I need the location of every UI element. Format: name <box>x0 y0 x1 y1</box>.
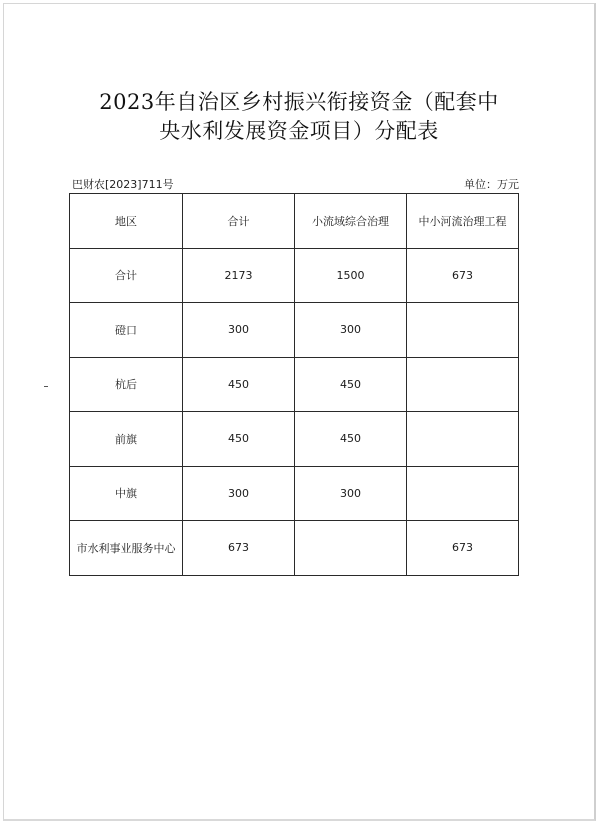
table-row <box>70 248 519 303</box>
cell-river-project <box>407 412 519 467</box>
cell-river-project <box>407 303 519 358</box>
cell-small-watershed: 450 <box>295 412 407 467</box>
document-title <box>4 88 594 146</box>
header-total: 合计 <box>183 194 295 249</box>
cell-region: 磴口 <box>70 303 183 358</box>
table-row <box>70 466 519 521</box>
header-region: 地区 <box>70 194 183 249</box>
cell-region: 中旗 <box>70 466 183 521</box>
document-number: 巴财农[2023]711号 <box>72 178 174 191</box>
allocation-table <box>69 193 519 576</box>
scan-mark <box>44 386 48 387</box>
cell-river-project <box>407 466 519 521</box>
header-river-project: 中小河流治理工程 <box>407 194 519 249</box>
cell-total: 300 <box>183 303 295 358</box>
cell-total: 673 <box>183 521 295 576</box>
cell-region: 市水利事业服务中心 <box>70 521 183 576</box>
cell-river-project: 673 <box>407 521 519 576</box>
title-line-2: 央水利发展资金项目）分配表 <box>159 119 439 143</box>
table-row <box>70 303 519 358</box>
table-row <box>70 412 519 467</box>
table-row <box>70 357 519 412</box>
title-line-1: 2023年自治区乡村振兴衔接资金（配套中 <box>99 90 499 114</box>
cell-small-watershed: 300 <box>295 303 407 358</box>
cell-region: 前旗 <box>70 412 183 467</box>
cell-region: 合计 <box>70 248 183 303</box>
cell-region: 杭后 <box>70 357 183 412</box>
cell-total: 450 <box>183 412 295 467</box>
cell-small-watershed: 450 <box>295 357 407 412</box>
table-header-row <box>70 194 519 249</box>
cell-small-watershed: 300 <box>295 466 407 521</box>
header-small-watershed: 小流域综合治理 <box>295 194 407 249</box>
cell-small-watershed: 1500 <box>295 248 407 303</box>
cell-total: 2173 <box>183 248 295 303</box>
cell-river-project: 673 <box>407 248 519 303</box>
cell-small-watershed <box>295 521 407 576</box>
cell-total: 300 <box>183 466 295 521</box>
table-row <box>70 521 519 576</box>
cell-total: 450 <box>183 357 295 412</box>
cell-river-project <box>407 357 519 412</box>
unit-label: 单位：万元 <box>464 178 519 191</box>
